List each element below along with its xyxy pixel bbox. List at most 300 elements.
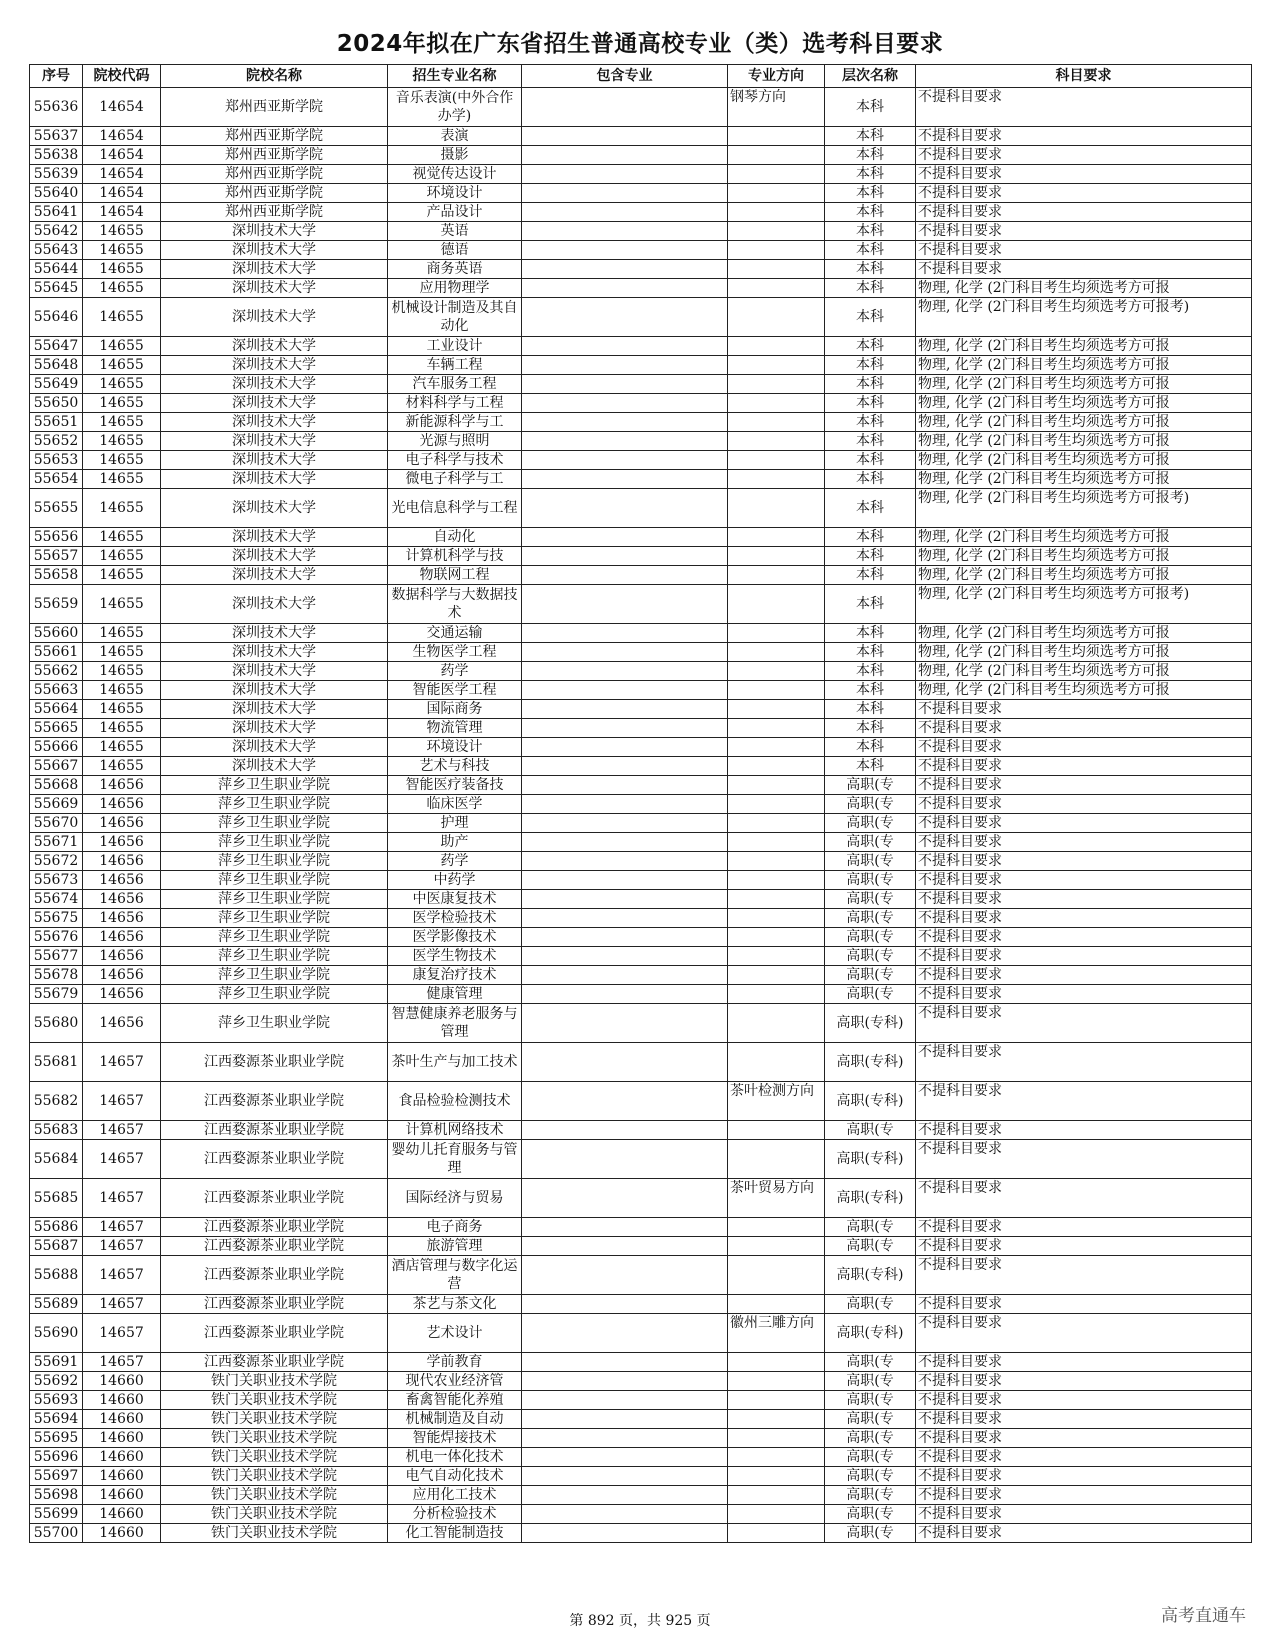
requirement-cell: 物理, 化学 (2门科目考生均须选考方可报 xyxy=(916,356,1252,375)
school-code-cell: 14655 xyxy=(83,528,161,547)
level-cell: 本科 xyxy=(825,624,916,643)
table-row xyxy=(30,184,1252,203)
level-cell: 本科 xyxy=(825,681,916,700)
major-name-cell: 旅游管理 xyxy=(388,1237,522,1256)
seq-cell: 55676 xyxy=(30,928,83,947)
level-cell: 高职(专科) xyxy=(825,1082,916,1121)
direction-cell: 徽州三雕方向 xyxy=(728,1314,825,1353)
level-cell: 高职(专 xyxy=(825,985,916,1004)
table-row xyxy=(30,547,1252,566)
major-name-cell: 医学检验技术 xyxy=(388,909,522,928)
school-name-cell: 郑州西亚斯学院 xyxy=(161,203,388,222)
major-name-cell: 助产 xyxy=(388,833,522,852)
table-row xyxy=(30,1218,1252,1237)
school-code-cell: 14657 xyxy=(83,1295,161,1314)
table-row xyxy=(30,1353,1252,1372)
major-name-cell: 环境设计 xyxy=(388,184,522,203)
major-name-cell: 艺术与科技 xyxy=(388,757,522,776)
requirement-cell: 不提科目要求 xyxy=(916,1505,1252,1524)
school-code-cell: 14655 xyxy=(83,624,161,643)
school-name-cell: 萍乡卫生职业学院 xyxy=(161,814,388,833)
included-majors-cell xyxy=(522,432,728,451)
school-code-cell: 14655 xyxy=(83,489,161,528)
school-code-cell: 14660 xyxy=(83,1486,161,1505)
included-majors-cell xyxy=(522,279,728,298)
direction-cell xyxy=(728,375,825,394)
requirement-cell: 不提科目要求 xyxy=(916,203,1252,222)
requirement-cell: 不提科目要求 xyxy=(916,1004,1252,1043)
requirement-cell: 不提科目要求 xyxy=(916,1043,1252,1082)
included-majors-cell xyxy=(522,1140,728,1179)
table-row xyxy=(30,489,1252,528)
direction-cell xyxy=(728,719,825,738)
major-name-cell: 微电子科学与工 xyxy=(388,470,522,489)
requirement-cell: 物理, 化学 (2门科目考生均须选考方可报 xyxy=(916,470,1252,489)
table-row xyxy=(30,1256,1252,1295)
level-cell: 高职(专科) xyxy=(825,1256,916,1295)
direction-cell: 茶叶检测方向 xyxy=(728,1082,825,1121)
table-row xyxy=(30,1524,1252,1543)
major-name-cell: 应用物理学 xyxy=(388,279,522,298)
table-row xyxy=(30,88,1252,127)
direction-cell xyxy=(728,222,825,241)
seq-cell: 55673 xyxy=(30,871,83,890)
school-name-cell: 郑州西亚斯学院 xyxy=(161,184,388,203)
table-row xyxy=(30,795,1252,814)
header-included-majors: 包含专业 xyxy=(522,65,728,88)
major-name-cell: 电子科学与技术 xyxy=(388,451,522,470)
level-cell: 本科 xyxy=(825,127,916,146)
major-name-cell: 国际经济与贸易 xyxy=(388,1179,522,1218)
level-cell: 本科 xyxy=(825,165,916,184)
included-majors-cell xyxy=(522,909,728,928)
level-cell: 高职(专 xyxy=(825,1121,916,1140)
direction-cell xyxy=(728,1448,825,1467)
table-row xyxy=(30,451,1252,470)
major-name-cell: 机械设计制造及其自动化 xyxy=(388,298,522,337)
direction-cell xyxy=(728,432,825,451)
included-majors-cell xyxy=(522,1372,728,1391)
seq-cell: 55647 xyxy=(30,337,83,356)
school-name-cell: 深圳技术大学 xyxy=(161,738,388,757)
direction-cell xyxy=(728,1391,825,1410)
school-name-cell: 郑州西亚斯学院 xyxy=(161,127,388,146)
major-name-cell: 茶艺与茶文化 xyxy=(388,1295,522,1314)
school-name-cell: 深圳技术大学 xyxy=(161,719,388,738)
direction-cell xyxy=(728,451,825,470)
major-name-cell: 环境设计 xyxy=(388,738,522,757)
school-name-cell: 深圳技术大学 xyxy=(161,681,388,700)
requirement-cell: 不提科目要求 xyxy=(916,700,1252,719)
school-name-cell: 深圳技术大学 xyxy=(161,337,388,356)
direction-cell xyxy=(728,241,825,260)
seq-cell: 55684 xyxy=(30,1140,83,1179)
direction-cell xyxy=(728,1505,825,1524)
direction-cell xyxy=(728,643,825,662)
table-row xyxy=(30,1448,1252,1467)
table-row xyxy=(30,700,1252,719)
school-name-cell: 萍乡卫生职业学院 xyxy=(161,947,388,966)
school-code-cell: 14655 xyxy=(83,700,161,719)
level-cell: 本科 xyxy=(825,146,916,165)
school-code-cell: 14655 xyxy=(83,643,161,662)
seq-cell: 55691 xyxy=(30,1353,83,1372)
table-row xyxy=(30,260,1252,279)
direction-cell xyxy=(728,356,825,375)
school-name-cell: 萍乡卫生职业学院 xyxy=(161,966,388,985)
seq-cell: 55646 xyxy=(30,298,83,337)
direction-cell xyxy=(728,127,825,146)
direction-cell xyxy=(728,1524,825,1543)
school-code-cell: 14660 xyxy=(83,1429,161,1448)
level-cell: 高职(专科) xyxy=(825,1179,916,1218)
direction-cell xyxy=(728,184,825,203)
level-cell: 本科 xyxy=(825,662,916,681)
header-major-name: 招生专业名称 xyxy=(388,65,522,88)
level-cell: 高职(专 xyxy=(825,909,916,928)
seq-cell: 55699 xyxy=(30,1505,83,1524)
seq-cell: 55698 xyxy=(30,1486,83,1505)
included-majors-cell xyxy=(522,814,728,833)
school-name-cell: 萍乡卫生职业学院 xyxy=(161,890,388,909)
seq-cell: 55640 xyxy=(30,184,83,203)
included-majors-cell xyxy=(522,795,728,814)
direction-cell xyxy=(728,852,825,871)
direction-cell: 茶叶贸易方向 xyxy=(728,1179,825,1218)
school-code-cell: 14657 xyxy=(83,1218,161,1237)
school-name-cell: 江西婺源茶业职业学院 xyxy=(161,1043,388,1082)
seq-cell: 55642 xyxy=(30,222,83,241)
school-code-cell: 14660 xyxy=(83,1448,161,1467)
major-name-cell: 婴幼儿托育服务与管理 xyxy=(388,1140,522,1179)
requirement-cell: 不提科目要求 xyxy=(916,1218,1252,1237)
level-cell: 本科 xyxy=(825,394,916,413)
school-name-cell: 深圳技术大学 xyxy=(161,451,388,470)
major-name-cell: 药学 xyxy=(388,662,522,681)
seq-cell: 55669 xyxy=(30,795,83,814)
major-name-cell: 应用化工技术 xyxy=(388,1486,522,1505)
school-code-cell: 14656 xyxy=(83,1004,161,1043)
table-row xyxy=(30,1004,1252,1043)
included-majors-cell xyxy=(522,1295,728,1314)
included-majors-cell xyxy=(522,413,728,432)
school-code-cell: 14655 xyxy=(83,681,161,700)
requirement-cell: 物理, 化学 (2门科目考生均须选考方可报 xyxy=(916,432,1252,451)
table-row xyxy=(30,470,1252,489)
direction-cell xyxy=(728,470,825,489)
included-majors-cell xyxy=(522,1467,728,1486)
table-row xyxy=(30,413,1252,432)
major-name-cell: 产品设计 xyxy=(388,203,522,222)
table-row xyxy=(30,624,1252,643)
requirement-cell: 不提科目要求 xyxy=(916,757,1252,776)
included-majors-cell xyxy=(522,489,728,528)
direction-cell xyxy=(728,776,825,795)
table-row xyxy=(30,814,1252,833)
major-name-cell: 摄影 xyxy=(388,146,522,165)
header-level: 层次名称 xyxy=(825,65,916,88)
included-majors-cell xyxy=(522,127,728,146)
school-name-cell: 萍乡卫生职业学院 xyxy=(161,852,388,871)
included-majors-cell xyxy=(522,1410,728,1429)
seq-cell: 55648 xyxy=(30,356,83,375)
requirement-cell: 物理, 化学 (2门科目考生均须选考方可报 xyxy=(916,337,1252,356)
table-row xyxy=(30,127,1252,146)
seq-cell: 55675 xyxy=(30,909,83,928)
level-cell: 高职(专科) xyxy=(825,1004,916,1043)
level-cell: 高职(专 xyxy=(825,1429,916,1448)
level-cell: 本科 xyxy=(825,375,916,394)
seq-cell: 55653 xyxy=(30,451,83,470)
school-name-cell: 郑州西亚斯学院 xyxy=(161,165,388,184)
level-cell: 本科 xyxy=(825,738,916,757)
table-row xyxy=(30,681,1252,700)
table-row xyxy=(30,738,1252,757)
school-code-cell: 14655 xyxy=(83,394,161,413)
requirement-cell: 不提科目要求 xyxy=(916,1372,1252,1391)
seq-cell: 55694 xyxy=(30,1410,83,1429)
requirement-cell: 不提科目要求 xyxy=(916,1429,1252,1448)
major-name-cell: 智能医疗装备技 xyxy=(388,776,522,795)
direction-cell xyxy=(728,260,825,279)
school-name-cell: 深圳技术大学 xyxy=(161,700,388,719)
major-name-cell: 商务英语 xyxy=(388,260,522,279)
table-row xyxy=(30,394,1252,413)
table-row xyxy=(30,1140,1252,1179)
requirement-cell: 不提科目要求 xyxy=(916,1448,1252,1467)
level-cell: 本科 xyxy=(825,88,916,127)
requirement-cell: 不提科目要求 xyxy=(916,852,1252,871)
school-code-cell: 14656 xyxy=(83,909,161,928)
requirement-cell: 不提科目要求 xyxy=(916,776,1252,795)
seq-cell: 55650 xyxy=(30,394,83,413)
page-footer: 第 892 页，共 925 页 xyxy=(569,1613,711,1629)
direction-cell xyxy=(728,394,825,413)
direction-cell xyxy=(728,1043,825,1082)
included-majors-cell xyxy=(522,337,728,356)
table-row xyxy=(30,585,1252,624)
school-name-cell: 江西婺源茶业职业学院 xyxy=(161,1256,388,1295)
seq-cell: 55666 xyxy=(30,738,83,757)
school-name-cell: 萍乡卫生职业学院 xyxy=(161,871,388,890)
major-name-cell: 音乐表演(中外合作办学) xyxy=(388,88,522,127)
included-majors-cell xyxy=(522,528,728,547)
document-title: 2024年拟在广东省招生普通高校专业（类）选考科目要求 xyxy=(336,31,944,57)
seq-cell: 55662 xyxy=(30,662,83,681)
school-name-cell: 萍乡卫生职业学院 xyxy=(161,833,388,852)
major-name-cell: 茶叶生产与加工技术 xyxy=(388,1043,522,1082)
level-cell: 本科 xyxy=(825,298,916,337)
major-name-cell: 酒店管理与数字化运营 xyxy=(388,1256,522,1295)
seq-cell: 55636 xyxy=(30,88,83,127)
requirement-cell: 物理, 化学 (2门科目考生均须选考方可报考) xyxy=(916,585,1252,624)
level-cell: 高职(专 xyxy=(825,928,916,947)
major-name-cell: 畜禽智能化养殖 xyxy=(388,1391,522,1410)
major-name-cell: 康复治疗技术 xyxy=(388,966,522,985)
school-code-cell: 14655 xyxy=(83,470,161,489)
school-code-cell: 14657 xyxy=(83,1179,161,1218)
school-code-cell: 14654 xyxy=(83,184,161,203)
school-name-cell: 萍乡卫生职业学院 xyxy=(161,909,388,928)
requirement-cell: 物理, 化学 (2门科目考生均须选考方可报 xyxy=(916,624,1252,643)
direction-cell xyxy=(728,146,825,165)
major-name-cell: 新能源科学与工 xyxy=(388,413,522,432)
school-code-cell: 14660 xyxy=(83,1467,161,1486)
seq-cell: 55672 xyxy=(30,852,83,871)
seq-cell: 55649 xyxy=(30,375,83,394)
seq-cell: 55670 xyxy=(30,814,83,833)
school-name-cell: 铁门关职业技术学院 xyxy=(161,1391,388,1410)
seq-cell: 55697 xyxy=(30,1467,83,1486)
major-name-cell: 机械制造及自动 xyxy=(388,1410,522,1429)
seq-cell: 55682 xyxy=(30,1082,83,1121)
requirement-cell: 物理, 化学 (2门科目考生均须选考方可报 xyxy=(916,547,1252,566)
school-code-cell: 14655 xyxy=(83,375,161,394)
school-name-cell: 深圳技术大学 xyxy=(161,528,388,547)
included-majors-cell xyxy=(522,1524,728,1543)
direction-cell xyxy=(728,1004,825,1043)
direction-cell: 钢琴方向 xyxy=(728,88,825,127)
seq-cell: 55688 xyxy=(30,1256,83,1295)
major-name-cell: 生物医学工程 xyxy=(388,643,522,662)
requirement-cell: 不提科目要求 xyxy=(916,1082,1252,1121)
school-name-cell: 郑州西亚斯学院 xyxy=(161,146,388,165)
level-cell: 本科 xyxy=(825,585,916,624)
seq-cell: 55680 xyxy=(30,1004,83,1043)
direction-cell xyxy=(728,757,825,776)
direction-cell xyxy=(728,1256,825,1295)
table-row xyxy=(30,1043,1252,1082)
school-code-cell: 14655 xyxy=(83,337,161,356)
level-cell: 高职(专 xyxy=(825,1448,916,1467)
included-majors-cell xyxy=(522,624,728,643)
level-cell: 高职(专科) xyxy=(825,1043,916,1082)
header-subject-requirement: 科目要求 xyxy=(916,65,1252,88)
seq-cell: 55637 xyxy=(30,127,83,146)
level-cell: 本科 xyxy=(825,184,916,203)
level-cell: 高职(专 xyxy=(825,1218,916,1237)
seq-cell: 55671 xyxy=(30,833,83,852)
major-name-cell: 计算机网络技术 xyxy=(388,1121,522,1140)
school-code-cell: 14655 xyxy=(83,662,161,681)
seq-cell: 55678 xyxy=(30,966,83,985)
school-name-cell: 深圳技术大学 xyxy=(161,222,388,241)
level-cell: 高职(专 xyxy=(825,890,916,909)
requirement-cell: 不提科目要求 xyxy=(916,146,1252,165)
direction-cell xyxy=(728,566,825,585)
table-row xyxy=(30,241,1252,260)
requirement-cell: 物理, 化学 (2门科目考生均须选考方可报 xyxy=(916,394,1252,413)
table-row xyxy=(30,1082,1252,1121)
level-cell: 本科 xyxy=(825,719,916,738)
level-cell: 高职(专 xyxy=(825,871,916,890)
level-cell: 本科 xyxy=(825,356,916,375)
requirement-cell: 不提科目要求 xyxy=(916,909,1252,928)
level-cell: 高职(专 xyxy=(825,833,916,852)
school-code-cell: 14654 xyxy=(83,88,161,127)
level-cell: 高职(专 xyxy=(825,814,916,833)
direction-cell xyxy=(728,337,825,356)
included-majors-cell xyxy=(522,662,728,681)
major-name-cell: 医学影像技术 xyxy=(388,928,522,947)
requirement-cell: 不提科目要求 xyxy=(916,88,1252,127)
seq-cell: 55689 xyxy=(30,1295,83,1314)
requirement-cell: 物理, 化学 (2门科目考生均须选考方可报考) xyxy=(916,489,1252,528)
school-code-cell: 14656 xyxy=(83,966,161,985)
seq-cell: 55645 xyxy=(30,279,83,298)
major-name-cell: 工业设计 xyxy=(388,337,522,356)
included-majors-cell xyxy=(522,470,728,489)
direction-cell xyxy=(728,890,825,909)
school-name-cell: 江西婺源茶业职业学院 xyxy=(161,1237,388,1256)
seq-cell: 55667 xyxy=(30,757,83,776)
seq-cell: 55674 xyxy=(30,890,83,909)
major-name-cell: 德语 xyxy=(388,241,522,260)
requirement-cell: 不提科目要求 xyxy=(916,1314,1252,1353)
seq-cell: 55692 xyxy=(30,1372,83,1391)
table-row xyxy=(30,1121,1252,1140)
included-majors-cell xyxy=(522,88,728,127)
included-majors-cell xyxy=(522,566,728,585)
requirement-cell: 不提科目要求 xyxy=(916,814,1252,833)
school-name-cell: 江西婺源茶业职业学院 xyxy=(161,1082,388,1121)
school-code-cell: 14654 xyxy=(83,165,161,184)
included-majors-cell xyxy=(522,947,728,966)
school-name-cell: 深圳技术大学 xyxy=(161,432,388,451)
requirement-cell: 不提科目要求 xyxy=(916,1179,1252,1218)
school-code-cell: 14656 xyxy=(83,947,161,966)
seq-cell: 55668 xyxy=(30,776,83,795)
school-name-cell: 萍乡卫生职业学院 xyxy=(161,1004,388,1043)
table-body xyxy=(30,88,1252,1543)
level-cell: 高职(专 xyxy=(825,1410,916,1429)
school-code-cell: 14655 xyxy=(83,432,161,451)
seq-cell: 55644 xyxy=(30,260,83,279)
school-name-cell: 铁门关职业技术学院 xyxy=(161,1524,388,1543)
school-code-cell: 14655 xyxy=(83,260,161,279)
included-majors-cell xyxy=(522,1218,728,1237)
table-row xyxy=(30,1372,1252,1391)
table-row xyxy=(30,719,1252,738)
major-name-cell: 光源与照明 xyxy=(388,432,522,451)
school-code-cell: 14657 xyxy=(83,1237,161,1256)
school-name-cell: 萍乡卫生职业学院 xyxy=(161,795,388,814)
school-name-cell: 江西婺源茶业职业学院 xyxy=(161,1353,388,1372)
school-name-cell: 深圳技术大学 xyxy=(161,643,388,662)
major-name-cell: 护理 xyxy=(388,814,522,833)
table-row xyxy=(30,432,1252,451)
direction-cell xyxy=(728,700,825,719)
level-cell: 高职(专 xyxy=(825,947,916,966)
school-name-cell: 铁门关职业技术学院 xyxy=(161,1410,388,1429)
table-row xyxy=(30,909,1252,928)
table-row xyxy=(30,1295,1252,1314)
level-cell: 本科 xyxy=(825,203,916,222)
included-majors-cell xyxy=(522,1082,728,1121)
direction-cell xyxy=(728,1140,825,1179)
school-name-cell: 江西婺源茶业职业学院 xyxy=(161,1140,388,1179)
level-cell: 本科 xyxy=(825,222,916,241)
level-cell: 本科 xyxy=(825,547,916,566)
table-row xyxy=(30,165,1252,184)
seq-cell: 55664 xyxy=(30,700,83,719)
school-name-cell: 深圳技术大学 xyxy=(161,394,388,413)
school-name-cell: 铁门关职业技术学院 xyxy=(161,1429,388,1448)
included-majors-cell xyxy=(522,738,728,757)
direction-cell xyxy=(728,1353,825,1372)
level-cell: 高职(专 xyxy=(825,1505,916,1524)
seq-cell: 55658 xyxy=(30,566,83,585)
